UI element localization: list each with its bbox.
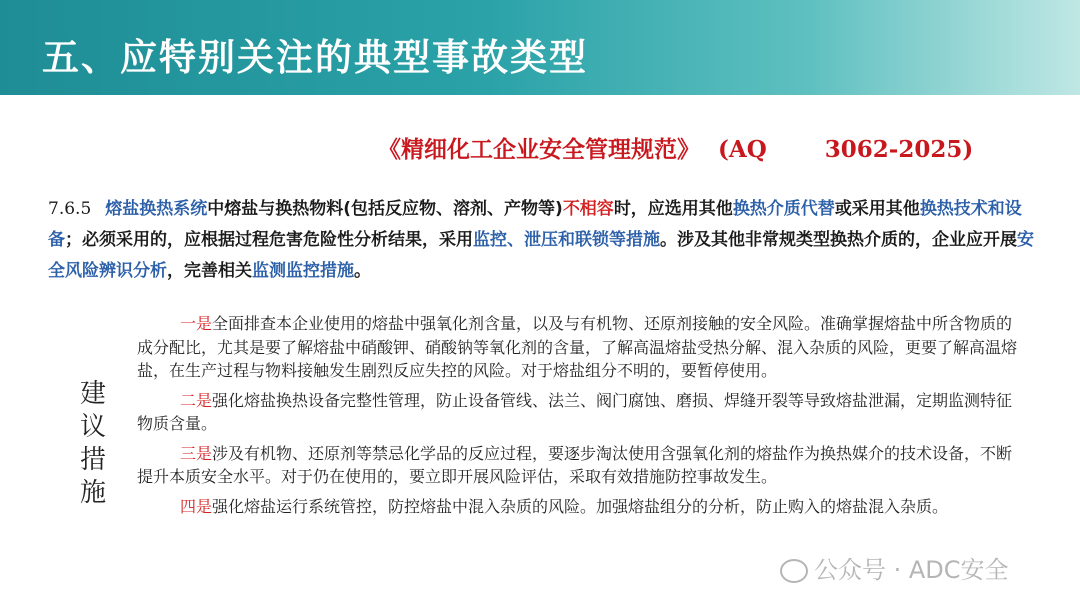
clause-segment: 中熔盐与换热物料(包括反应物、溶剂、产物等) — [207, 199, 563, 219]
clause-segment: 。涉及其他非常规类型换热介质的，企业应开展 — [660, 230, 1017, 250]
clause-segment: 不相容 — [562, 199, 614, 219]
measure-item — [137, 389, 1023, 436]
clause-segment: 监控、泄压和联锁等措施 — [473, 230, 660, 250]
clause-segment: 换热介质代替 — [732, 199, 835, 219]
measure-text: 强化熔盐换热设备完整性管理，防止设备管线、法兰、阀门腐蚀、磨损、焊缝开裂等导致熔盐泄漏，定期监测特征物质含量。 — [137, 390, 1013, 433]
measure-text: 涉及有机物、还原剂等禁忌化学品的反应过程，要逐步淘汰使用含强氧化剂的熔盐作为换热媒介的技术设备，不断提升本质安全水平。对于仍在使用的，要立即开展风险评估，采取有效措施防控事故发生。 — [137, 443, 1013, 486]
standard-code-number: 3062-2025) — [824, 136, 974, 163]
clause-segment: 换热技术和设备 — [48, 199, 1022, 250]
header-banner — [0, 0, 1080, 95]
measure-lead: 一是 — [180, 314, 213, 333]
clause-segment: 。 — [354, 261, 371, 281]
side-label-char: 建 — [79, 379, 106, 409]
clause-paragraph — [48, 194, 1038, 287]
measure-lead: 二是 — [180, 390, 213, 410]
watermark-text: 公众号 · ADC安全 — [814, 556, 1009, 584]
measures-list — [137, 312, 1023, 524]
clause-segment: ，完善相关 — [167, 261, 252, 281]
clause-number: 7.6.5 — [48, 199, 92, 219]
measure-item — [137, 312, 1023, 383]
clause-segment: 熔盐换热系统 — [105, 199, 208, 219]
clause-segment: 安全风险辨识分析 — [48, 230, 1034, 281]
measure-lead: 四是 — [180, 496, 213, 516]
measure-item — [137, 495, 1023, 519]
page-title: 五、应特别关注的典型事故类型 — [42, 36, 588, 79]
measure-item — [137, 442, 1023, 489]
wechat-icon — [780, 559, 808, 583]
clause-body — [48, 199, 1034, 281]
side-label-char: 措 — [79, 445, 106, 475]
measure-lead: 三是 — [180, 443, 213, 463]
watermark — [780, 550, 1009, 585]
standard-title — [378, 131, 973, 164]
standard-code-prefix: (AQ — [718, 136, 767, 163]
measure-text: 强化熔盐运行系统管控，防控熔盐中混入杂质的风险。加强熔盐组分的分析，防止购入的熔盐混入杂质。 — [212, 496, 949, 516]
side-label-char: 施 — [79, 478, 106, 508]
clause-segment: 或采用其他 — [834, 199, 920, 219]
clause-segment: 监测监控措施 — [252, 261, 354, 281]
standard-name: 《精细化工企业安全管理规范》 — [378, 136, 700, 163]
clause-segment: 时，应选用其他 — [613, 199, 733, 219]
side-label-char: 议 — [79, 412, 106, 442]
measure-text: 全面排查本企业使用的熔盐中强氧化剂含量，以及与有机物、还原剂接触的安全风险。准确掌握熔盐中所含物质的成分配比，尤其是要了解熔盐中硝酸钾、硝酸钠等氧化剂的含量，了解高温熔盐受热分解、混入杂质的风险，更要了解高温熔盐，在生产过程与物料接触发生剧烈反应失控的风险。对于熔盐组分不明的，要暂停使用。 — [137, 314, 1018, 380]
clause-segment: ；必须采用的，应根据过程危害危险性分析结果，采用 — [65, 230, 473, 250]
side-label-suggested-measures — [76, 378, 110, 510]
